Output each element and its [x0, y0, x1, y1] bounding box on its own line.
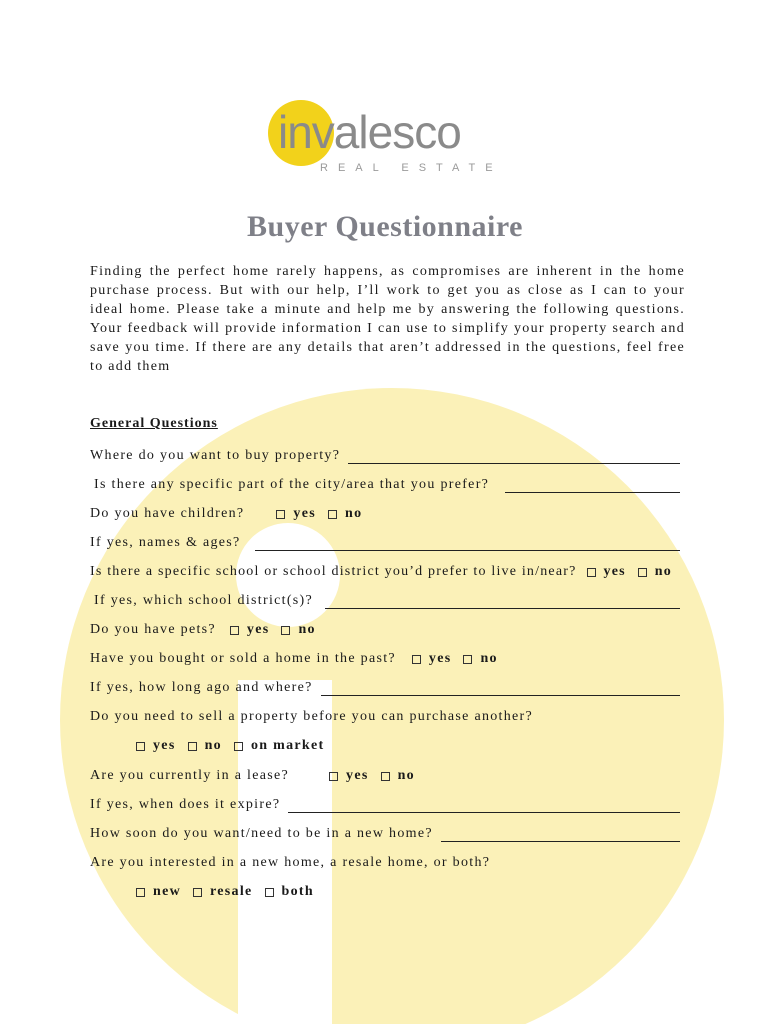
question-label: Are you currently in a lease? — [90, 768, 290, 783]
question-label: If yes, names & ages? — [90, 535, 241, 550]
question-bought — [90, 647, 680, 667]
section-title: General Questions — [90, 416, 218, 431]
question-label: How soon do you want/need to be in a new home? — [90, 826, 433, 841]
checkbox-yes[interactable] — [329, 768, 369, 784]
question-label: If yes, when does it expire? — [90, 797, 281, 812]
logo-subtitle: REAL ESTATE — [320, 162, 503, 174]
intro-paragraph: Finding the perfect home rarely happens, as compromises are inherent in the home purchase process. But with our help, I’ll work to get you as close as I can to your ideal home. Please take a minute and help me by answering the following questions. Your feedback will provide information I can use to simplify your property search and save you time. If there are any details that aren’t addressed in the questions, feel free to add them — [90, 264, 685, 374]
checkbox-yes[interactable] — [230, 622, 270, 638]
question-where — [90, 444, 680, 464]
question-label: Is there any specific part of the city/area that you prefer? — [94, 477, 490, 492]
option-label: no — [654, 564, 672, 579]
question-pets — [90, 618, 680, 638]
checkbox-icon — [463, 655, 472, 664]
checkbox-icon — [329, 772, 338, 781]
checkbox-yes[interactable] — [587, 564, 626, 580]
answer-line[interactable] — [325, 596, 680, 609]
checkbox-icon — [638, 568, 647, 577]
checkbox-icon — [281, 626, 290, 635]
option-label: yes — [346, 768, 369, 783]
question-label: Are you interested in a new home, a resale home, or both? — [90, 855, 491, 870]
option-label: new — [153, 884, 182, 899]
checkbox-icon — [234, 742, 243, 751]
answer-line[interactable] — [321, 683, 680, 696]
checkbox-both[interactable] — [265, 884, 314, 900]
answer-line[interactable] — [441, 829, 680, 842]
question-interested — [90, 851, 680, 871]
option-label: yes — [603, 564, 626, 579]
question-lease — [90, 764, 680, 784]
answer-line[interactable] — [288, 800, 680, 813]
question-sell — [90, 705, 680, 725]
question-names — [90, 531, 680, 551]
answer-line[interactable] — [255, 538, 680, 551]
checkbox-no[interactable] — [328, 506, 362, 522]
option-label: yes — [428, 651, 452, 666]
option-label: no — [344, 506, 363, 521]
question-label: Do you need to sell a property before you can purchase another? — [90, 709, 534, 724]
page-title: Buyer Questionnaire — [247, 210, 523, 243]
question-label: If yes, how long ago and where? — [90, 680, 313, 695]
question-label: Is there a specific school or school district you’d prefer to live in/near? — [90, 564, 577, 579]
question-label: Do you have pets? — [90, 622, 216, 637]
question-children — [90, 502, 680, 522]
option-label: no — [397, 768, 415, 783]
question-expire — [90, 793, 680, 813]
checkbox-yes[interactable] — [276, 506, 316, 522]
option-label: yes — [153, 738, 176, 753]
option-label: yes — [246, 622, 270, 637]
answer-line[interactable] — [348, 451, 680, 464]
company-logo — [268, 100, 508, 180]
checkbox-icon — [412, 655, 421, 664]
option-label: resale — [210, 884, 253, 899]
option-label: on market — [250, 738, 325, 753]
checkbox-yes[interactable] — [412, 651, 452, 667]
checkbox-new[interactable] — [136, 884, 181, 900]
checkbox-icon — [230, 626, 239, 635]
question-how-long — [90, 676, 680, 696]
checkbox-yes[interactable] — [136, 738, 176, 754]
checkbox-no[interactable] — [381, 768, 415, 784]
checkbox-icon — [265, 888, 274, 897]
question-area — [94, 473, 680, 493]
checkbox-no[interactable] — [281, 622, 315, 638]
checkbox-icon — [193, 888, 202, 897]
option-label: no — [204, 738, 222, 753]
sell-options — [136, 738, 324, 754]
checkbox-no[interactable] — [188, 738, 222, 754]
question-school — [90, 560, 680, 580]
logo-wordmark: invalesco — [278, 106, 461, 158]
checkbox-icon — [276, 510, 285, 519]
checkbox-on-market[interactable] — [234, 738, 325, 754]
answer-line[interactable] — [505, 480, 680, 493]
checkbox-icon — [587, 568, 596, 577]
checkbox-resale[interactable] — [193, 884, 253, 900]
checkbox-icon — [136, 742, 145, 751]
question-label: If yes, which school district(s)? — [94, 593, 314, 608]
option-label: no — [298, 622, 316, 637]
option-label: no — [480, 651, 498, 666]
question-label: Where do you want to buy property? — [90, 448, 341, 463]
question-which-school — [94, 589, 680, 609]
option-label: yes — [293, 506, 316, 521]
checkbox-icon — [328, 510, 337, 519]
checkbox-no[interactable] — [463, 651, 497, 667]
checkbox-icon — [381, 772, 390, 781]
question-how-soon — [90, 822, 680, 842]
home-type-options — [136, 884, 314, 900]
question-label: Do you have children? — [90, 506, 245, 521]
checkbox-no[interactable] — [638, 564, 672, 580]
question-label: Have you bought or sold a home in the past? — [90, 651, 396, 666]
checkbox-icon — [188, 742, 197, 751]
checkbox-icon — [136, 888, 145, 897]
option-label: both — [281, 884, 314, 899]
